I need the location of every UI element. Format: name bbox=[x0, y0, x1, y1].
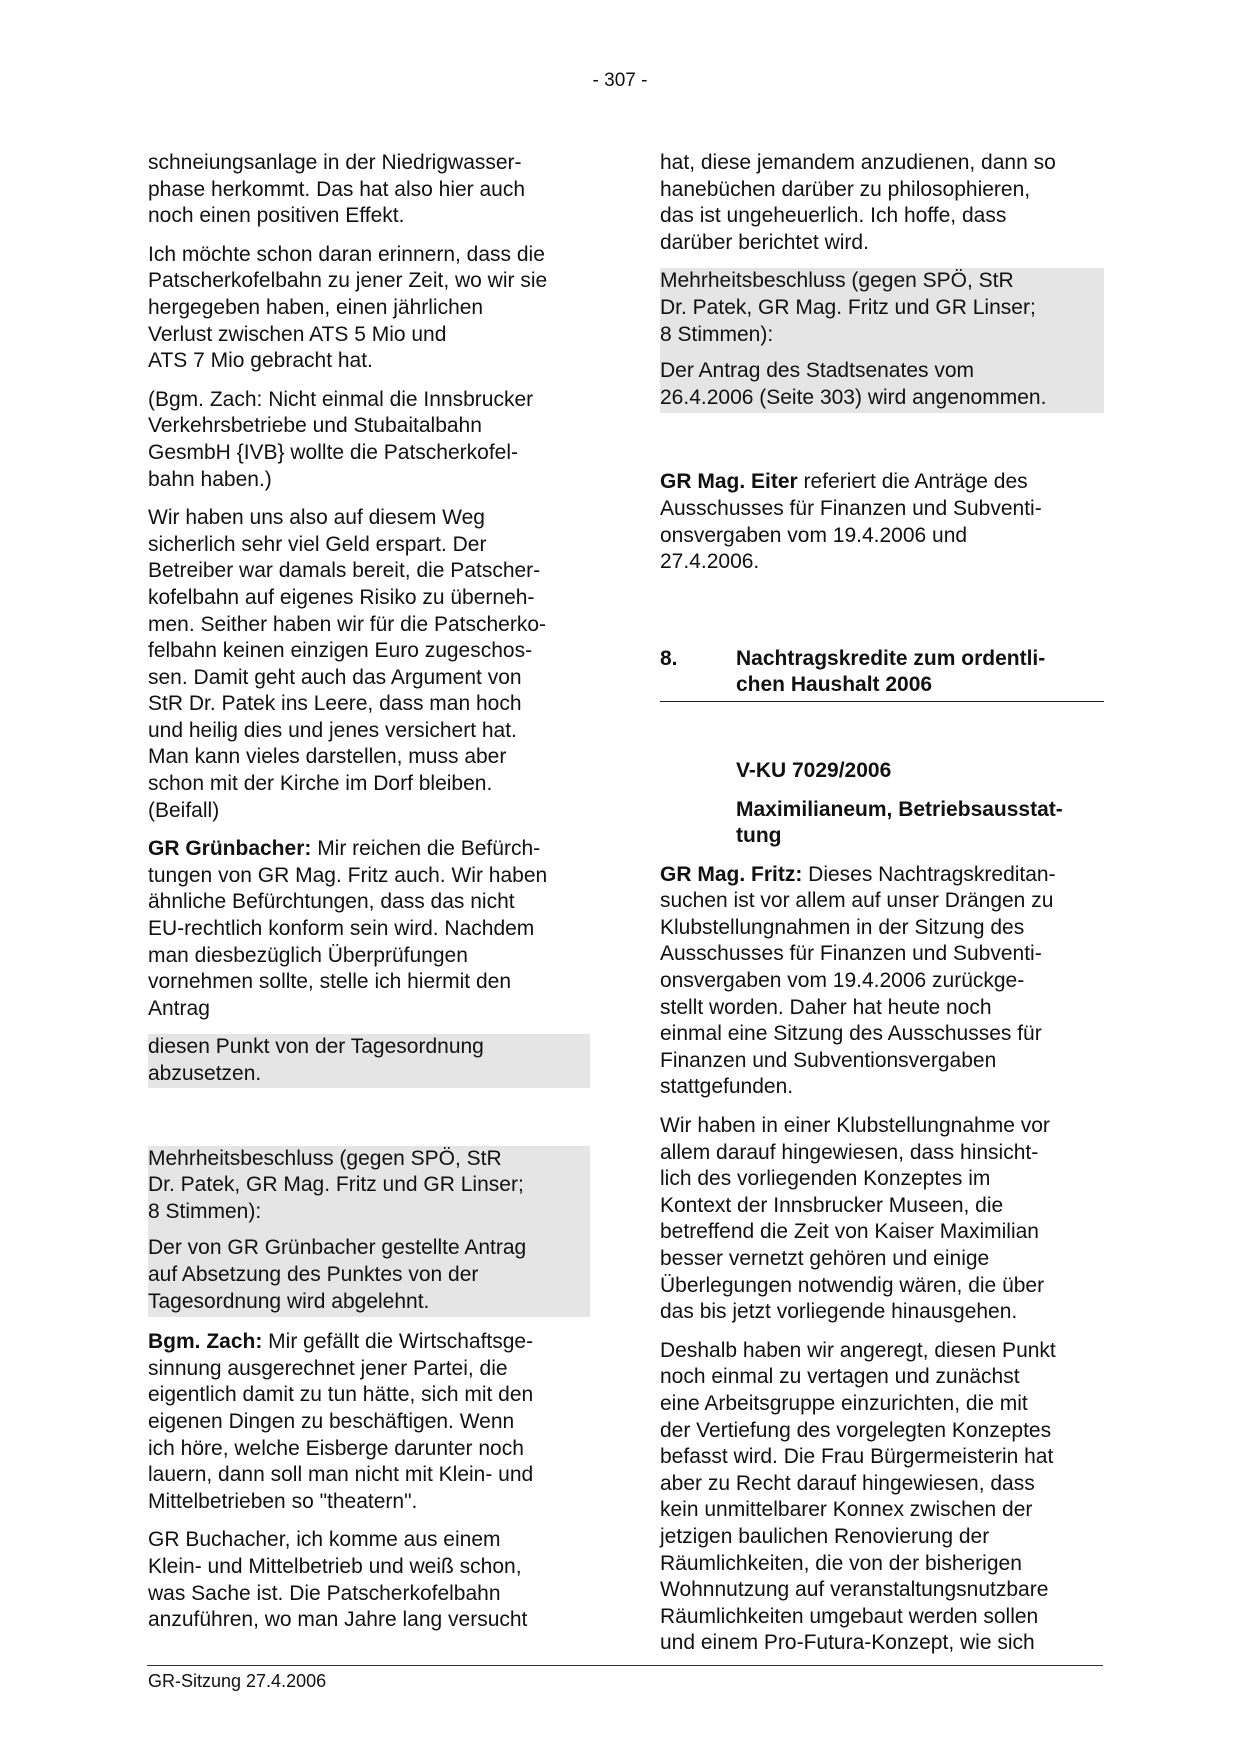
speech-text: Mir reichen die Befürch- tungen von GR Mag. Fritz auch. Wir haben ähnliche Befürchtungen, dass das nicht EU-rechtlich konform sein wird. Nachdem man diesbezüglich Überprüfungen vornehmen sollte, stelle ich hiermit den Antrag bbox=[148, 837, 548, 1020]
vote-result: Der Antrag des Stadtsenates vom 26.4.2006 (Seite 303) wird angenommen. bbox=[660, 359, 1047, 409]
page-footer: GR-Sitzung 27.4.2006 bbox=[148, 1671, 327, 1691]
footer-divider bbox=[147, 1665, 1103, 1666]
speech-paragraph bbox=[148, 836, 590, 1022]
paragraph: Wir haben in einer Klubstellungnahme vor allem darauf hingewiesen, dass hinsicht- lich des vorliegenden Konzeptes im Kontext der Innsbrucker Museen, die betreffend die Zeit von Kaiser Maximilian besser vernetzt gehören und einige Überlegungen notwendig wären, die über das bis jetzt vorliegende hinausgehen. bbox=[660, 1114, 1050, 1324]
speech-paragraph bbox=[660, 862, 1104, 1101]
motion-box: diesen Punkt von der Tagesordnung abzusetzen. bbox=[148, 1034, 590, 1087]
speaker-name: GR Mag. Fritz: bbox=[660, 862, 803, 886]
section-title: Nachtragskredite zum ordentli- chen Haushalt 2006 bbox=[736, 646, 1046, 697]
item-subject: Maximilianeum, Betriebsausstat- tung bbox=[736, 797, 1063, 848]
page-number: - 307 - bbox=[592, 70, 648, 91]
speech-text: referiert die Anträge des Ausschusses für Finanzen und Subventi- onsvergaben vom 19.4.2006 und 27.4.2006. bbox=[660, 470, 1042, 574]
vote-text: Mehrheitsbeschluss (gegen SPÖ, StR Dr. Patek, GR Mag. Fritz und GR Linser; 8 Stimmen): bbox=[148, 1146, 524, 1223]
vote-box bbox=[148, 1146, 590, 1318]
section-heading bbox=[660, 646, 1104, 702]
interjection: (Bgm. Zach: Nicht einmal die Innsbrucker Verkehrsbetriebe und Stubaitalbahn GesmbH {IVB} wollte die Patscherkofel- bahn haben.) bbox=[148, 387, 534, 491]
left-column bbox=[148, 150, 590, 1646]
speaker-name: GR Grünbacher: bbox=[148, 837, 312, 861]
speech-paragraph bbox=[660, 469, 1104, 575]
paragraph: schneiungsanlage in der Niedrigwasser- phase herkommt. Das hat also hier auch noch einen positiven Effekt. bbox=[148, 151, 526, 228]
speech-text: Dieses Nachtragskreditan- suchen ist vor allem auf unser Drängen zu Klubstellungnahmen in der Sitzung des Ausschusses für Finanzen und Subventi- onsvergaben vom 19.4.2006 zurückge- stellt worden. Daher hat heute noch einmal eine Sitzung des Ausschusses für Finanzen und Subventionsvergaben stattgefunden. bbox=[660, 862, 1056, 1099]
paragraph: GR Buchacher, ich komme aus einem Klein- und Mittelbetrieb und weiß schon, was Sache ist. Die Patscherkofelbahn anzuführen, wo man Jahre lang versucht bbox=[148, 1528, 528, 1632]
paragraph: hat, diese jemandem anzudienen, dann so hanebüchen darüber zu philosophieren, das ist ungeheuerlich. Ich hoffe, dass darüber berichtet wird. bbox=[660, 151, 1056, 254]
reference-number: V-KU 7029/2006 bbox=[736, 758, 892, 782]
speaker-name: GR Mag. Eiter bbox=[660, 470, 798, 494]
section-number: 8. bbox=[660, 646, 678, 670]
paragraph: Wir haben uns also auf diesem Weg sicherlich sehr viel Geld erspart. Der Betreiber war damals bereit, die Patscher- kofelbahn auf eigenes Risiko zu überneh- men. Seither haben wir für die Patscherko- felbahn keinen einzigen Euro zugeschos- sen. Damit geht auch das Argument von StR Dr. Patek ins Leere, dass man hoch und heilig dies und jenes versichert hat. Man kann vieles darstellen, muss aber schon mit der Kirche im Dorf bleiben. (Beifall) bbox=[148, 506, 547, 822]
vote-text: Mehrheitsbeschluss (gegen SPÖ, StR Dr. Patek, GR Mag. Fritz und GR Linser; 8 Stimmen): bbox=[660, 269, 1036, 346]
speech-paragraph bbox=[148, 1329, 590, 1515]
speaker-name: Bgm. Zach: bbox=[148, 1330, 263, 1354]
vote-box bbox=[660, 268, 1104, 413]
paragraph: Deshalb haben wir angeregt, diesen Punkt noch einmal zu vertagen und zunächst eine Arbeitsgruppe einzurichten, die mit der Vertiefung des vorgelegten Konzeptes befasst wird. Die Frau Bürgermeisterin hat aber zu Recht darauf hingewiesen, dass kein unmittelbarer Konnex zwischen der jetzigen baulichen Renovierung der Räumlichkeiten, die von der bisherigen Wohnnutzung auf veranstaltungsnutzbare Räumlichkeiten umgebaut werden sollen und einem Pro-Futura-Konzept, wie sich bbox=[660, 1338, 1056, 1655]
right-column bbox=[660, 150, 1104, 1669]
paragraph: Ich möchte schon daran erinnern, dass die Patscherkofelbahn zu jener Zeit, wo wir sie hergegeben haben, einen jährlichen Verlust zwischen ATS 5 Mio und ATS 7 Mio gebracht hat. bbox=[148, 242, 548, 373]
speech-text: Mir gefällt die Wirtschaftsge- sinnung ausgerechnet jener Partei, die eigentlich damit zu tun hätte, sich mit den eigenen Dingen zu beschäftigen. Wenn ich höre, welche Eisberge darunter noch lauern, dann soll man nicht mit Klein- und Mittelbetrieben so "theatern". bbox=[148, 1330, 534, 1513]
vote-result: Der von GR Grünbacher gestellte Antrag auf Absetzung des Punktes von der Tagesordnung wird abgelehnt. bbox=[148, 1236, 527, 1313]
